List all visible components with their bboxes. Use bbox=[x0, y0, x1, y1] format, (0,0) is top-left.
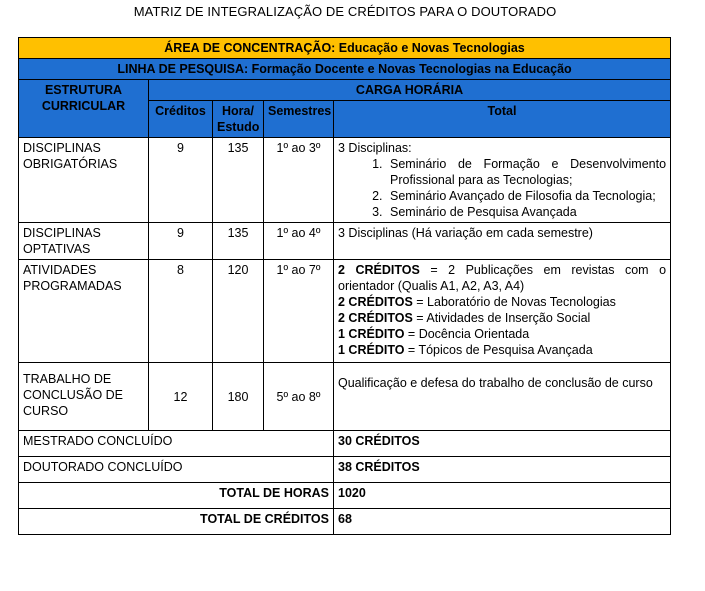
row-semestres: 1º ao 7º bbox=[264, 260, 334, 363]
credit-desc: = 2 Publicações em revistas com o orientador (Qualis A1, A2, A3, A4) bbox=[338, 263, 667, 293]
row-total bbox=[334, 138, 671, 223]
row-name: TRABALHO DE CONCLUSÃO DE CURSO bbox=[19, 363, 149, 431]
area-cell: ÁREA DE CONCENTRAÇÃO: Educação e Novas Tecnologias bbox=[19, 38, 671, 59]
table-row-tcc bbox=[19, 363, 671, 431]
row-semestres: 1º ao 4º bbox=[264, 223, 334, 260]
page-title: MATRIZ DE INTEGRALIZAÇÃO DE CRÉDITOS PARA O DOUTORADO bbox=[133, 4, 557, 19]
row-creditos: 9 bbox=[149, 138, 213, 223]
credit-amount: 1 CRÉDITO bbox=[338, 343, 405, 357]
header-row-top bbox=[19, 80, 671, 101]
summary-row-mestrado bbox=[19, 431, 671, 457]
credit-desc: = Tópicos de Pesquisa Avançada bbox=[404, 343, 593, 357]
summary-row-total-creditos bbox=[19, 509, 671, 535]
list-item: 1. Seminário de Formação e Desenvolvimento Profissional para as Tecnologias; bbox=[386, 156, 666, 188]
summary-value: 1020 bbox=[334, 483, 671, 509]
linha-row bbox=[19, 59, 671, 80]
summary-row-total-horas bbox=[19, 483, 671, 509]
credits-matrix-table bbox=[18, 37, 671, 535]
credit-line bbox=[338, 294, 666, 310]
disciplinas-intro: 3 Disciplinas: bbox=[338, 141, 412, 155]
row-horas: 180 bbox=[213, 363, 264, 431]
header-estrutura: ESTRUTURA CURRICULAR bbox=[19, 80, 149, 138]
credit-line bbox=[338, 310, 666, 326]
credit-desc: = Docência Orientada bbox=[404, 327, 530, 341]
credit-amount: 1 CRÉDITO bbox=[338, 327, 405, 341]
row-total: Qualificação e defesa do trabalho de conclusão de curso bbox=[334, 363, 671, 431]
row-horas: 135 bbox=[213, 138, 264, 223]
disciplinas-list bbox=[338, 156, 666, 220]
header-carga: CARGA HORÁRIA bbox=[149, 80, 671, 101]
row-total: 3 Disciplinas (Há variação em cada semestre) bbox=[334, 223, 671, 260]
row-total bbox=[334, 260, 671, 363]
list-item: 3. Seminário de Pesquisa Avançada bbox=[386, 204, 666, 220]
row-horas: 135 bbox=[213, 223, 264, 260]
summary-value: 30 CRÉDITOS bbox=[334, 431, 671, 457]
table-row-atividades bbox=[19, 260, 671, 363]
header-creditos: Créditos bbox=[149, 101, 213, 138]
row-creditos: 8 bbox=[149, 260, 213, 363]
summary-row-doutorado bbox=[19, 457, 671, 483]
area-row bbox=[19, 38, 671, 59]
row-name: DISCIPLINAS OBRIGATÓRIAS bbox=[19, 138, 149, 223]
summary-label: TOTAL DE HORAS bbox=[19, 483, 334, 509]
header-semestres: Semestres bbox=[264, 101, 334, 138]
summary-value: 68 bbox=[334, 509, 671, 535]
summary-label: MESTRADO CONCLUÍDO bbox=[19, 431, 334, 457]
row-name: DISCIPLINAS OPTATIVAS bbox=[19, 223, 149, 260]
summary-label: TOTAL DE CRÉDITOS bbox=[19, 509, 334, 535]
row-creditos: 12 bbox=[149, 363, 213, 431]
row-creditos: 9 bbox=[149, 223, 213, 260]
row-semestres: 1º ao 3º bbox=[264, 138, 334, 223]
credit-line bbox=[338, 262, 666, 294]
credit-amount: 2 CRÉDITOS bbox=[338, 311, 413, 325]
list-item: 2. Seminário Avançado de Filosofia da Tecnologia; bbox=[386, 188, 666, 204]
linha-cell: LINHA DE PESQUISA: Formação Docente e Novas Tecnologias na Educação bbox=[19, 59, 671, 80]
summary-value: 38 CRÉDITOS bbox=[334, 457, 671, 483]
credit-desc: = Atividades de Inserção Social bbox=[412, 311, 591, 325]
table-row-optativas bbox=[19, 223, 671, 260]
credit-desc: = Laboratório de Novas Tecnologias bbox=[412, 295, 616, 309]
credit-line bbox=[338, 326, 666, 342]
row-name: ATIVIDADES PROGRAMADAS bbox=[19, 260, 149, 363]
header-total: Total bbox=[334, 101, 671, 138]
row-horas: 120 bbox=[213, 260, 264, 363]
credit-amount: 2 CRÉDITOS bbox=[338, 263, 420, 277]
summary-label: DOUTORADO CONCLUÍDO bbox=[19, 457, 334, 483]
table-row-obrigatorias bbox=[19, 138, 671, 223]
row-semestres: 5º ao 8º bbox=[264, 363, 334, 431]
header-hora-estudo: Hora/ Estudo bbox=[213, 101, 264, 138]
credit-amount: 2 CRÉDITOS bbox=[338, 295, 413, 309]
credit-line bbox=[338, 342, 666, 358]
